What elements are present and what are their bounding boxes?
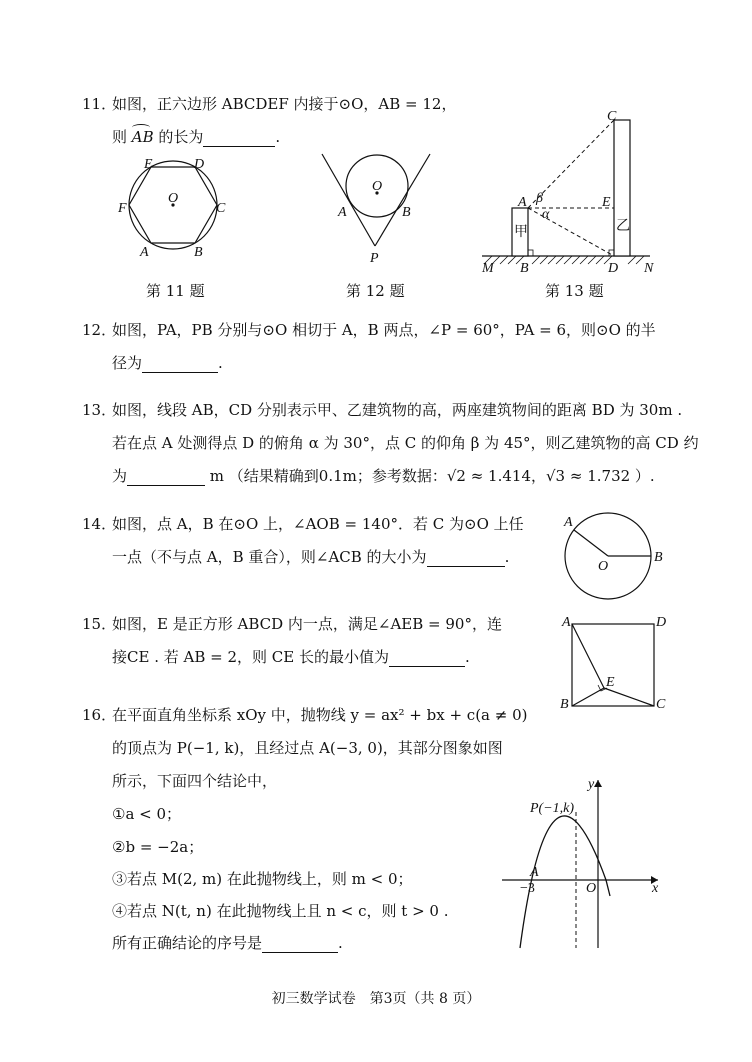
fig11-label-f: F xyxy=(118,201,127,216)
fig11-label-d: D xyxy=(194,157,205,172)
q14-text-line1: 如图，点 A，B 在⊙O 上，∠AOB = 140°．若 C 为⊙O 上任 xyxy=(112,515,524,533)
fig13-label-d: D xyxy=(608,261,619,276)
q13-number: 13． xyxy=(82,401,117,419)
fig11-label-c: C xyxy=(216,201,226,216)
q15-text-line1: 如图，E 是正方形 ABCD 内一点，满足∠AEB = 90°，连 xyxy=(112,615,502,633)
figure-13-buildings xyxy=(478,106,658,276)
caption-fig11: 第 11 题 xyxy=(146,282,205,300)
q16-conclusion-3: ③若点 M(2, m) 在此抛物线上，则 m < 0； xyxy=(112,870,413,888)
fig15-label-b: B xyxy=(560,697,569,712)
q13-answer-blank[interactable] xyxy=(127,469,205,486)
fig16-label-y: y xyxy=(588,777,595,792)
fig13-label-b: B xyxy=(520,261,529,276)
figure-16-parabola xyxy=(500,772,670,952)
q13-text-line1: 如图，线段 AB，CD 分别表示甲、乙建筑物的高，两座建筑物间的距离 BD 为 30m . xyxy=(112,401,683,419)
fig15-label-e: E xyxy=(606,675,615,690)
q12-number: 12． xyxy=(82,321,117,339)
fig13-label-n: N xyxy=(644,261,654,276)
q16-text-line1: 在平面直角坐标系 xOy 中，抛物线 y = ax² + bx + c(a ≠ 0) xyxy=(112,706,528,724)
fig13-label-beta: β xyxy=(536,191,543,206)
q12-text-line2: 径为 . xyxy=(112,354,223,372)
q11-arc-ab: AB xyxy=(132,128,154,146)
figure-14-circle xyxy=(560,508,670,608)
q16-conclusion-2: ②b = −2a； xyxy=(112,838,204,856)
q14-answer-blank[interactable] xyxy=(427,550,505,567)
q16-conclusion-4: ④若点 N(t, n) 在此抛物线上且 n < c，则 t > 0 . xyxy=(112,902,449,920)
fig15-label-d: D xyxy=(656,615,667,630)
fig11-label-a: A xyxy=(140,245,149,260)
fig13-label-c: C xyxy=(607,109,617,124)
fig14-label-o: O xyxy=(598,559,609,574)
q11-text-line1: 如图，正六边形 ABCDEF 内接于⊙O，AB = 12， xyxy=(112,95,457,113)
q16-text-line2: 的顶点为 P(−1, k)，且经过点 A(−3, 0)，其部分图象如图 xyxy=(112,739,503,757)
fig13-label-a: A xyxy=(518,195,527,210)
q13-text-line2: 若在点 A 处测得点 D 的俯角 α 为 30°，点 C 的仰角 β 为 45°，则乙建筑物的高 CD 约 xyxy=(112,434,699,452)
fig16-label-a: A xyxy=(530,865,539,880)
q14-number: 14． xyxy=(82,515,117,533)
fig11-label-e: E xyxy=(144,157,153,172)
q16-answer-blank[interactable] xyxy=(262,936,338,953)
caption-fig13: 第 13 题 xyxy=(545,282,604,300)
fig13-label-e: E xyxy=(602,195,611,210)
q13-text-line3: 为 m （结果精确到0.1m；参考数据：√2 ≈ 1.414，√3 ≈ 1.732 ）. xyxy=(112,467,655,485)
q16-text-line3: 所示，下面四个结论中， xyxy=(112,772,278,790)
q15-text-line2: 接CE . 若 AB = 2，则 CE 长的最小值为 . xyxy=(112,648,470,666)
q15-answer-blank[interactable] xyxy=(389,650,465,667)
fig14-label-a: A xyxy=(564,515,573,530)
fig14-label-b: B xyxy=(654,550,663,565)
figure-12-tangents xyxy=(310,148,440,268)
fig16-label-p: P(−1,k) xyxy=(530,801,575,816)
fig12-label-a: A xyxy=(338,205,347,220)
page-footer: 初三数学试卷 第3页（共 8 页） xyxy=(271,991,481,1007)
fig15-label-c: C xyxy=(656,697,666,712)
fig13-label-m: M xyxy=(482,261,494,276)
q15-number: 15． xyxy=(82,615,117,633)
fig13-label-yi: 乙 xyxy=(616,219,630,234)
fig11-label-b: B xyxy=(194,245,203,260)
figure-11-hexagon xyxy=(110,150,240,270)
fig16-label-o: O xyxy=(586,881,597,896)
fig16-label-x: x xyxy=(652,881,659,896)
fig12-label-b: B xyxy=(402,205,411,220)
fig15-label-a: A xyxy=(562,615,571,630)
q11-number: 11． xyxy=(82,95,117,113)
fig16-label-minus3: −3 xyxy=(520,881,535,896)
q16-final-line: 所有正确结论的序号是 . xyxy=(112,934,343,952)
fig12-label-p: P xyxy=(370,251,379,266)
q11-answer-blank[interactable] xyxy=(203,130,275,147)
q11-text-line2: 则 AB 的长为 . xyxy=(112,127,280,147)
fig12-label-o: O xyxy=(372,179,383,194)
q14-text-line2: 一点（不与点 A，B 重合），则∠ACB 的大小为 . xyxy=(112,548,510,566)
fig13-label-alpha: α xyxy=(542,207,550,222)
fig13-label-jia: 甲 xyxy=(514,225,528,240)
caption-fig12: 第 12 题 xyxy=(346,282,405,300)
q16-number: 16． xyxy=(82,706,117,724)
fig11-label-o: O xyxy=(168,191,179,206)
q12-answer-blank[interactable] xyxy=(142,356,218,373)
q16-conclusion-1: ①a < 0； xyxy=(112,805,182,823)
figure-15-square xyxy=(558,612,678,712)
q12-text-line1: 如图，PA，PB 分别与⊙O 相切于 A，B 两点，∠P = 60°，PA = 6，则⊙O 的半 xyxy=(112,321,656,339)
